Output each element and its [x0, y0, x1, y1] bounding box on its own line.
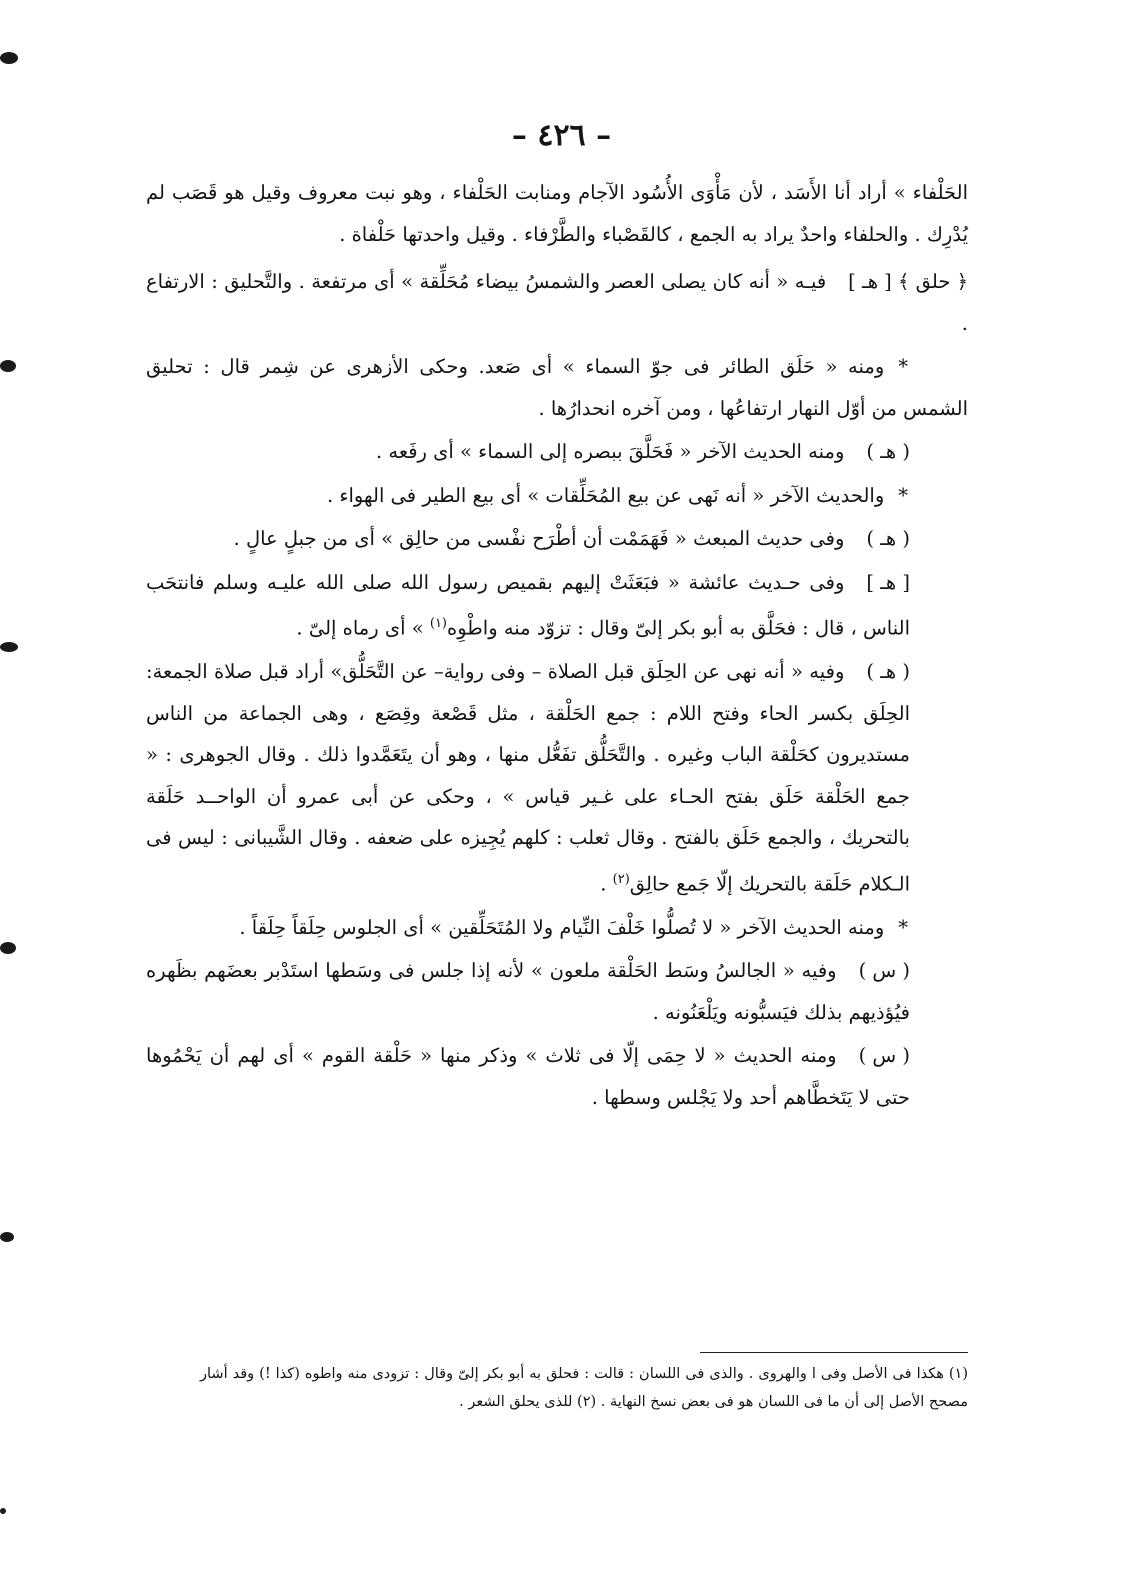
- margin-mark: [0, 360, 16, 372]
- source-tag: ( هـ ): [866, 527, 910, 550]
- entry-heading-tag: ﴿ حلق ﴾ [ هـ ]: [848, 270, 968, 293]
- paragraph-11: [146, 1035, 968, 1118]
- paragraph-text: وفى حـديث عائشة « فبَعَثَتْ إليهم بقميص رسول الله صلى الله عليـه وسلم فانتحَب الناس ، قال : فحَلَّق به أبو بكر إلىّ وقال : تزوّد منه واطْوِه: [146, 570, 910, 640]
- paragraph-text: الحَلْفاء » أراد أنا الأَسَد ، لأن مَأْوَى الأُسُود الآجام ومنابت الحَلْفاء ، وهو نبت معروف وقيل هو قَصَب لم يُدْرِك . والحلفاء واحدٌ يراد به الجمع ، كالقَصْباء والطَّرْفاء . وقيل واحدتها حَلْفاة .: [146, 181, 968, 246]
- paragraph-5: [146, 475, 968, 517]
- source-tag: ( هـ ): [866, 440, 910, 463]
- paragraph-text: وفيه « الجالسُ وسَط الحَلْقة ملعون » لأنه إذا جلس فى وسَطها استَدْبر بعضَهم بظَهره فيُؤذيهم بذلك فيَسبُّونه ويَلْعَنُونه .: [146, 959, 910, 1024]
- paragraph-8: [146, 651, 968, 905]
- paragraph-text: والحديث الآخر « أنه نَهى عن بيع المُحَلِّقات » أى بيع الطير فى الهواء .: [326, 483, 885, 507]
- margin-mark: [0, 1232, 14, 1242]
- footnote-divider: [700, 1352, 968, 1353]
- paragraph-4: [146, 431, 968, 473]
- asterisk-mark: *: [898, 483, 908, 507]
- asterisk-mark: *: [898, 355, 908, 378]
- body-text: [146, 172, 968, 1120]
- paragraph-3: [146, 346, 968, 429]
- footnotes: (١) هكذا فى الأصل وفى ا والهروى . والذى فى اللسان : قالت : فحلق به أبو بكر إلىّ وقال : تزودى منه واطوه (كذا !) وقد أشار مصحح الأصل إلى أن ما فى اللسان هو فى بعض نسخ النهاية . (٢) للذى يحلق الشعر .: [200, 1366, 968, 1410]
- paragraph-text: فيـه « أنه كان يصلى العصر والشمسُ بيضاء مُحَلِّقة » أى مرتفعة . والتَّحليق : الارتفاع .: [146, 270, 968, 335]
- entry-heading-hlq: [146, 261, 968, 344]
- paragraph-9: [146, 907, 968, 949]
- paragraph-text: ومنه الحديث « لا حِمَى إلّا فى ثلاث » وذكر منها « حَلْقة القوم » أى لهم أن يَحْمُوها حتى لا يَتَخطَّاهم أحد ولا يَجْلس وسطها .: [146, 1044, 910, 1109]
- paragraph-text-after: .: [600, 872, 613, 895]
- paragraph-7: [146, 562, 968, 650]
- margin-mark: [0, 52, 18, 64]
- paragraph-10: [146, 950, 968, 1033]
- paragraph-text: ومنه الحديث الآخر « فَحَلَّقَ ببصره إلى السماء » أى رفَعه .: [375, 440, 845, 463]
- paragraph-text: وفيه « أنه نهى عن الحِلَق قبل الصلاة – وفى رواية– عن التَّحَلُّق» أراد قبل صلاة الجمعة: الحِلَق بكسر الحاء وفتح اللام : جمع الحَلْقة ، مثل قَصْعة وقِصَع ، وهى الجماعة من الناس مستديرون كحَلْقة الباب وغيره . والتَّحَلُّق تفَعُّل منها ، وهو أن يتَعَمَّدوا ذلك . وقال الجوهرى : « جمع الحَلْقة حَلَق بفتح الحـاء على غـير قياس » ، وحكى عن أبى عمرو أن الواحــد حَلَقة بالتحريك ، والجمع حَلَق بالفتح . وقال ثعلب : كلهم يُجِيزه على ضعفه . وقال الشَّيبانى : ليس فى الـكلام حَلَقة بالتحريك إلّا جَمع حالِق: [146, 660, 910, 895]
- paragraph-text: ومنه الحديث الآخر « لا تُصلُّوا خَلْفَ النِّيام ولا المُتَحَلِّقين » أى الجلوس حِلَقاً حِلَقاً .: [239, 915, 885, 939]
- paragraph-text: ومنه « حَلَق الطائر فى جوّ السماء » أى صَعد. وحكى الأزهرى عن شِمر قال : تحليق الشمس من أوّل النهار ارتفاعُها ، ومن آخره انحدارُها .: [146, 355, 968, 420]
- paragraph-1: [146, 172, 968, 255]
- margin-mark: [0, 642, 18, 652]
- source-tag: [ هـ ]: [866, 570, 910, 594]
- page-number: – ٤٢٦ –: [511, 118, 612, 153]
- paragraph-text: وفى حديث المبعث « فَهَمَمْت أن أطْرَح نفْسى من حالِق » أى من جبلٍ عالٍ .: [233, 527, 845, 550]
- source-tag: ( س ): [858, 959, 910, 982]
- paragraph-6: [146, 518, 968, 560]
- margin-mark: [0, 942, 16, 954]
- asterisk-mark: *: [898, 915, 908, 939]
- footnote-marker: (٢): [612, 871, 630, 887]
- paragraph-text-after: » أى رماه إلىّ .: [296, 616, 430, 640]
- source-tag: ( هـ ): [866, 660, 910, 683]
- source-tag: ( س ): [858, 1044, 910, 1067]
- margin-mark: [0, 1508, 6, 1514]
- footnote-marker: (١): [429, 616, 447, 631]
